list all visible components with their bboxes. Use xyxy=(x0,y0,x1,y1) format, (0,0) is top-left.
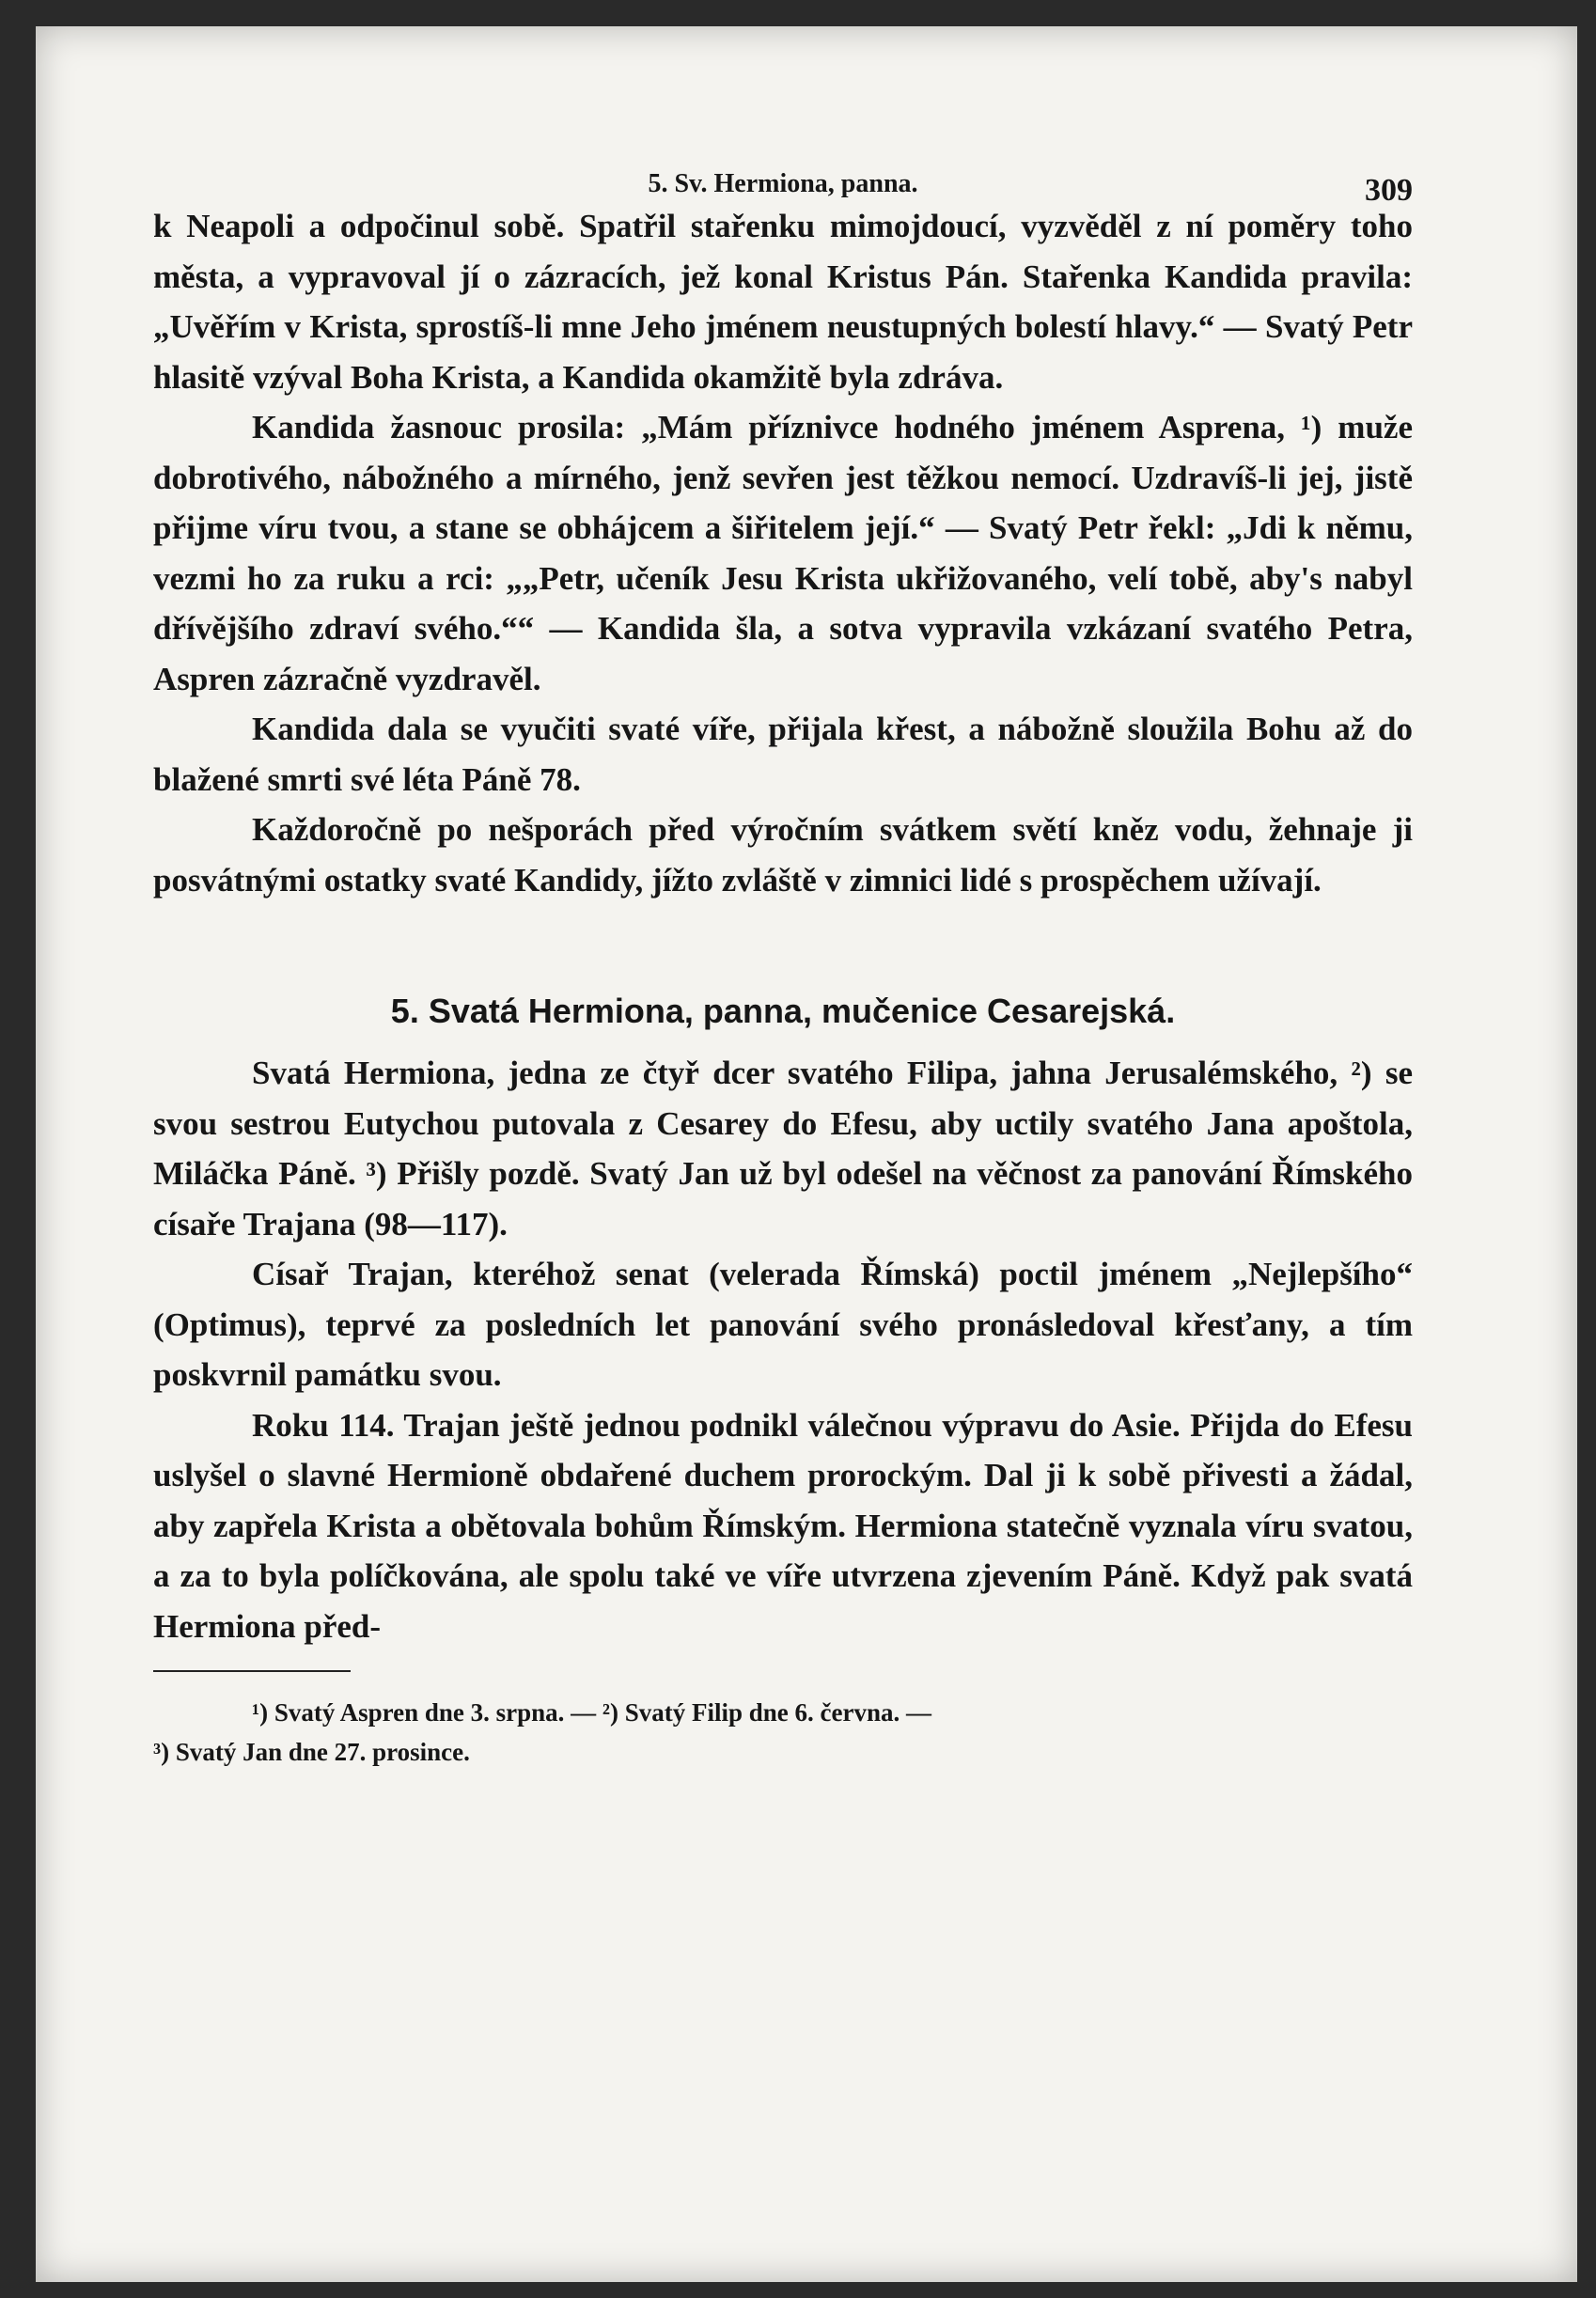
paragraph-3: Kandida dala se vyučiti svaté víře, přijala křest, a nábožně sloužila Bohu až do blažené smrti své léta Páně 78. xyxy=(153,711,1413,798)
paragraph-1: k Neapoli a odpočinul sobě. Spatřil stařenku mimojdoucí, vyzvěděl z ní poměry toho města, a vypravoval jí o zázracích, jež konal Kristus Pán. Stařenka Kandida pravila: „Uvěřím v Krista, sprostíš-li mne Jeho jménem neustupných bolestí hlavy.“ — Svatý Petr hlasitě vzýval Boha Krista, a Kandida okamžitě byla zdráva. xyxy=(153,208,1413,396)
running-head xyxy=(153,139,1413,208)
page-content xyxy=(153,139,1413,1772)
page-number: 309 xyxy=(1365,173,1413,208)
book-page xyxy=(36,26,1577,2282)
paragraph-2: Kandida žasnouc prosila: „Mám příznivce hodného jménem Asprena, ¹) muže dobrotivého, nábožného a mírného, jenž sevřen jest těžkou nemocí. Uzdravíš-li jej, jistě přijme víru tvou, a stane se obhájcem a šiřitelem její.“ — Svatý Petr řekl: „Jdi k němu, vezmi ho za ruku a rci: „„Petr, učeník Jesu Krista ukřižovaného, velí tobě, aby's nabyl dřívějšího zdraví svého.““ — Kandida šla, a sotva vypravila vzkázaní svatého Petra, Aspren zázračně vyzdravěl. xyxy=(153,409,1413,697)
paragraph-5: Svatá Hermiona, jedna ze čtyř dcer svatého Filipa, jahna Jerusalémského, ²) se svou sestrou Eutychou putovala z Cesarey do Efesu, aby uctily svatého Jana apoštola, Miláčka Páně. ³) Přišly pozdě. Svatý Jan už byl odešel na věčnost za panování Římského císaře Trajana (98—117). xyxy=(153,1055,1413,1243)
paragraph-7: Roku 114. Trajan ještě jednou podnikl válečnou výpravu do Asie. Přijda do Efesu uslyšel o slavné Hermioně obdařené duchem prorockým. Dal ji k sobě přivesti a žádal, aby zapřela Krista a obětovala bohům Římským. Hermiona statečně vyznala víru svatou, a za to byla políčkována, ale spolu také ve víře utvrzena zjevením Páně. Když pak svatá Hermiona před- xyxy=(153,1406,1413,1645)
section-title: 5. Svatá Hermiona, panna, mučenice Cesarejská. xyxy=(390,992,1176,1030)
footnote-divider xyxy=(153,1670,351,1672)
paragraph-6: Císař Trajan, kteréhož senat (velerada Římská) poctil jménem „Nejlepšího“ (Optimus), teprvé za posledních let panování svého pronásledoval křesťany, a tím poskvrnil památku svou. xyxy=(153,1256,1413,1393)
paragraph-4: Každoročně po nešporách před výročním svátkem světí kněz vodu, žehnaje ji posvátnými ostatky svaté Kandidy, jížto zvláště v zimnici lidé s prospěchem užívají. xyxy=(153,811,1413,899)
footnote-line-1: ¹) Svatý Aspren dne 3. srpna. — ²) Svatý Filip dne 6. června. — xyxy=(252,1698,932,1727)
running-title: 5. Sv. Hermiona, panna. xyxy=(648,169,918,198)
footnotes xyxy=(153,1693,1413,1772)
footnote-line-2: ³) Svatý Jan dne 27. prosince. xyxy=(153,1738,470,1766)
